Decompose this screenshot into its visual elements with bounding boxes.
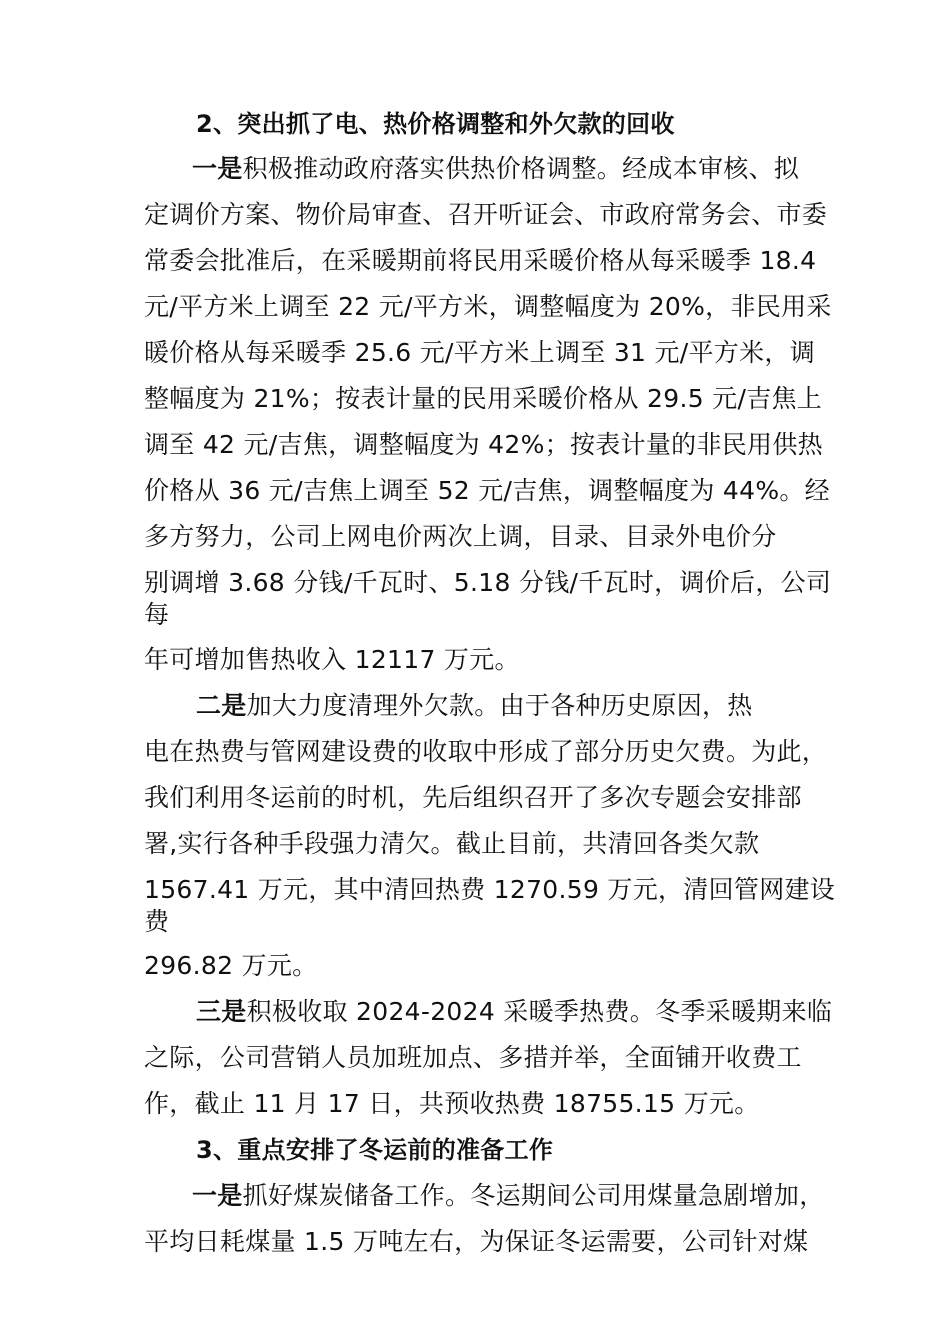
paragraph-line: 多方努力，公司上网电价两次上调，目录、目录外电价分: [144, 522, 777, 551]
paragraph-line: 平均日耗煤量 1.5 万吨左右，为保证冬运需要，公司针对煤: [144, 1227, 809, 1256]
paragraph-line: 年可增加售热收入 12117 万元。: [144, 645, 520, 674]
paragraph-line: 1567.41 万元，其中清回热费 1270.59 万元，清回管网建设: [144, 875, 836, 904]
paragraph-line: 我们利用冬运前的时机，先后组织召开了多次专题会安排部: [144, 783, 802, 812]
paragraph-line: 费: [144, 907, 170, 936]
paragraph-line: 一是积极推动政府落实供热价格调整。经成本审核、拟: [192, 154, 800, 183]
section-heading-2: 2、突出抓了电、热价格调整和外欠款的回收: [196, 110, 675, 138]
paragraph-line: 二是加大力度清理外欠款。由于各种历史原因，热: [196, 691, 753, 720]
lead-label: 三是: [196, 997, 247, 1026]
paragraph-line: 别调增 3.68 分钱/千瓦时、5.18 分钱/千瓦时，调价后，公司: [144, 568, 832, 597]
paragraph-line: 调至 42 元/吉焦，调整幅度为 42%；按表计量的非民用供热: [144, 430, 823, 459]
section-heading-3: 3、重点安排了冬运前的准备工作: [196, 1136, 554, 1164]
paragraph-line: 作，截止 11 月 17 日，共预收热费 18755.15 万元。: [144, 1089, 760, 1118]
paragraph-line: 电在热费与管网建设费的收取中形成了部分历史欠费。为此，: [144, 737, 828, 766]
paragraph-line: 暖价格从每采暖季 25.6 元/平方米上调至 31 元/平方米，调: [144, 338, 816, 367]
paragraph-line: 价格从 36 元/吉焦上调至 52 元/吉焦，调整幅度为 44%。经: [144, 476, 830, 505]
lead-label: 二是: [196, 691, 247, 720]
paragraph-line: 定调价方案、物价局审查、召开听证会、市政府常务会、市委: [144, 200, 828, 229]
paragraph-line: 每: [144, 600, 170, 629]
paragraph-line: 元/平方米上调至 22 元/平方米，调整幅度为 20%，非民用采: [144, 292, 832, 321]
paragraph-line: 一是抓好煤炭储备工作。冬运期间公司用煤量急剧增加，: [192, 1181, 825, 1210]
lead-label: 一是: [192, 1181, 243, 1210]
paragraph-line: 之际，公司营销人员加班加点、多措并举，全面铺开收费工: [144, 1043, 802, 1072]
lead-label: 一是: [192, 154, 243, 183]
paragraph-line: 常委会批准后，在采暖期前将民用采暖价格从每采暖季 18.4: [144, 246, 817, 275]
paragraph-line: 署,实行各种手段强力清欠。截止目前，共清回各类欠款: [144, 829, 760, 858]
paragraph-line: 296.82 万元。: [144, 951, 318, 980]
paragraph-line: 三是积极收取 2024-2024 采暖季热费。冬季采暖期来临: [196, 997, 833, 1026]
paragraph-line: 整幅度为 21%；按表计量的民用采暖价格从 29.5 元/吉焦上: [144, 384, 823, 413]
